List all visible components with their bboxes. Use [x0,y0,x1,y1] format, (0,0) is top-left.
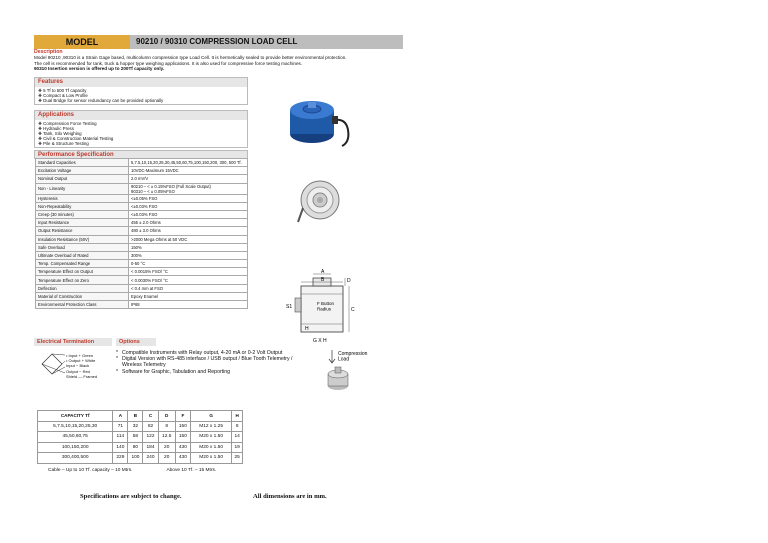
spec-value: 480 ± 3.0 Ohms [129,227,248,235]
spec-value: <±0.05% FSO [129,194,248,202]
capacity-cell: M20 x 1.50 [190,453,231,464]
capacity-cell: M12 x 1.25 [190,421,231,432]
spec-value: 150% [129,243,248,251]
spec-value: 455 ± 2.0 Ohms [129,219,248,227]
capacity-cell: M20 x 1.50 [190,432,231,443]
capacity-cell: 100,150,200 [38,442,113,453]
spec-value: >2000 Mega Ohms at 50 VDC [129,235,248,243]
spec-param: Temperature Effect on Zero [36,276,129,284]
capacity-row [38,453,243,464]
capacity-cell: 20 [158,453,175,464]
spec-row [36,251,248,259]
option-item: * Digital Version with RS-485 interface / USB output / Blue Tooth Telemetry / Wireless Telemetry [116,356,306,368]
spec-value: 2.0 mV/V [129,175,248,183]
wire-item: • Output + White [66,358,96,364]
wire-item: • Input + Green [66,353,94,358]
capacity-cell: 82 [143,421,158,432]
spec-param: Deflection [36,284,129,292]
dim-label-gxh: G X H [313,338,327,344]
capacity-cell: 5,7.5,10,15,20,25,30 [38,421,113,432]
dim-label-s1: S1 [286,304,293,310]
page-title: 90210 / 90310 COMPRESSION LOAD CELL [130,35,403,49]
header-bar [34,35,403,49]
capacity-header-cell: B [128,411,143,422]
dim-label-f: F Button Radius [317,301,335,312]
dim-label-c: C [351,307,355,313]
performance-table [35,158,248,309]
spec-value: < 0.0015% FSO/ °C [129,268,248,276]
spec-row [36,235,248,243]
capacity-cell: 58 [128,432,143,443]
spec-param: Input Resistance [36,219,129,227]
spec-param: Material of Construction [36,292,129,300]
capacity-cell: 100 [128,453,143,464]
capacity-cell: 8 [158,421,175,432]
description [34,50,404,72]
spec-param: Hysteresis [36,194,129,202]
spec-param: Temp. Compensated Range [36,260,129,268]
spec-row [36,284,248,292]
spec-value: IP68 [129,301,248,309]
capacity-cell: 20 [158,442,175,453]
spec-value: <±0.03% FSO [129,210,248,218]
spec-row [36,194,248,202]
spec-param: Environmental Protection Class [36,301,129,309]
spec-param: Temperature Effect on Output [36,268,129,276]
capacity-cell: 140 [113,442,128,453]
spec-value: 0-50 °C [129,260,248,268]
spec-row [36,202,248,210]
option-item: * Compatible Instruments with Relay output, 4-20 mA or 0-2 Volt Output [116,350,306,356]
capacity-cell: 229 [113,453,128,464]
spec-value: <±0.03% FSO [129,202,248,210]
wire-item: Shield — Framed [66,373,98,379]
spec-row [36,219,248,227]
capacity-header-cell: H [232,411,243,422]
capacity-cell: 430 [175,442,190,453]
options-heading: Options [116,338,156,346]
capacity-row [38,421,243,432]
feature-item: ❖ 5 Tf to 500 Tf capacity [38,88,87,93]
load-cell-photo [280,90,355,148]
capacity-row [38,442,243,453]
spec-value: 90210 – < ± 0.15%FSO (Full Scale Output) 90310 – < ± 0.05%FSO [129,183,248,194]
capacity-cell: 184 [143,442,158,453]
description-line3: 90310 Insertion version is offered up to 200Tf capacity only. [34,66,165,72]
spec-value: 300% [129,251,248,259]
capacity-header-cell: G [190,411,231,422]
spec-row [36,292,248,300]
cable-note-left: Cable – Up to 10 Tf. capacity – 10 Mtrs. [48,468,133,473]
application-item: ❖ Compression Force Testing [38,121,97,126]
spec-row [36,243,248,251]
spec-param: Excitation Voltage [36,167,129,175]
spec-row [36,175,248,183]
spec-row [36,276,248,284]
dim-label-d: D [347,278,351,284]
spec-row [36,260,248,268]
application-item: ❖ Civil & Construction Material Testing [38,136,114,141]
capacity-header-cell: A [113,411,128,422]
capacity-cell: 14 [232,432,243,443]
capacity-row [38,432,243,443]
capacity-header-cell: F [175,411,190,422]
features-list [35,87,247,104]
capacity-cell: 80 [128,442,143,453]
wiring-diagram-icon [40,352,66,376]
capacity-header-cell: C [143,411,158,422]
capacity-cell: 45,50,60,75 [38,432,113,443]
dimension-drawing [283,268,365,350]
application-item: ❖ Tank, Silo Weighing [38,131,82,136]
spec-param: Creep (30 minutes) [36,210,129,218]
feature-item: ❖ Compact & Low Profile [38,93,88,98]
dim-label-h: H [305,326,309,332]
spec-row [36,268,248,276]
spec-param: Insulation Resistance (50V) [36,235,129,243]
option-item: * Software for Graphic, Tabulation and Reporting [116,369,306,375]
description-heading: Description [34,49,63,55]
model-label: MODEL [34,35,130,49]
dim-label-a: A [321,269,325,275]
features-section [34,77,248,105]
wire-item: Input − Black [66,363,90,369]
dim-label-b: B [321,277,325,283]
cable-note [48,468,216,473]
wire-color-list [66,353,97,379]
wire-item: Output − Red [66,368,90,374]
spec-row [36,167,248,175]
performance-heading: Performance Specification [34,150,248,159]
spec-row [36,227,248,235]
capacity-cell: 430 [175,453,190,464]
capacity-cell: 150 [175,421,190,432]
cable-note-right: Above 10 Tf. – 15 Mtrs. [166,468,217,473]
spec-value: < 0.0030% FSO/ °C [129,276,248,284]
options-list [116,350,306,375]
capacity-cell: 300,400,500 [38,453,113,464]
footer-right: All dimensions are in mm. [253,493,327,500]
capacity-table [37,410,243,464]
capacity-cell: 8 [232,421,243,432]
electrical-heading: Electrical Termination [34,338,112,346]
spec-param: Standard Capacities [36,159,129,167]
capacity-cell: M20 x 1.50 [190,442,231,453]
capacity-cell: 114 [113,432,128,443]
capacity-cell: 240 [143,453,158,464]
capacity-cell: 122 [143,432,158,443]
application-item: ❖ Pile & Structure Testing [38,141,89,146]
spec-row [36,210,248,218]
capacity-cell: 32 [128,421,143,432]
capacity-header-cell: D [158,411,175,422]
capacity-cell: 71 [113,421,128,432]
description-line1: Model 90210 ,90310 is a Strain Gage based, multicolumn compression type Load Cell. It is hermetically sealed to provide better environmental protection. [34,55,347,61]
spec-param: Nominal Output [36,175,129,183]
feature-item: ❖ Dual Bridge for sensor redundancy can be provided optionally [38,98,164,103]
spec-param: Ultimate Overload of Rated [36,251,129,259]
spec-param: Non - Linearity [36,183,129,194]
spec-value: < 0.4 mm at FSO [129,284,248,292]
electrical-options-section [34,338,304,402]
spec-param: Output Resistance [36,227,129,235]
applications-list [35,120,247,147]
features-heading: Features [35,78,247,87]
spec-value: 10VDC-Maximum 15VDC [129,167,248,175]
applications-heading: Applications [35,111,247,120]
footer-left: Specifications are subject to change. [80,493,182,500]
spec-row [36,183,248,194]
capacity-cell: 150 [175,432,190,443]
spec-value: Epoxy Enamel [129,292,248,300]
capacity-cell: 19 [232,442,243,453]
spec-value: 5,7.5,10,15,20,25,30,45,50,60,75,100,150,200, 300, 500 Tf. [129,159,248,167]
compression-load-diagram [326,348,386,394]
load-cell-top-view [294,178,344,226]
applications-section [34,110,248,148]
spec-row [36,159,248,167]
application-item: ❖ Hydraulic Press [38,126,74,131]
spec-row [36,301,248,309]
capacity-cell: 12.5 [158,432,175,443]
capacity-header-row [38,411,243,422]
capacity-header-cell: CAPACITY Tf [38,411,113,422]
description-line2: The cell is recommended for tank, truck & hopper type weighing applications. It is also used for compressive force testing machines. [34,60,303,66]
spec-param: Safe Overload [36,243,129,251]
spec-param: Non-Repeatability [36,202,129,210]
capacity-cell: 25 [232,453,243,464]
compression-load-label: Compression Load [338,351,368,363]
